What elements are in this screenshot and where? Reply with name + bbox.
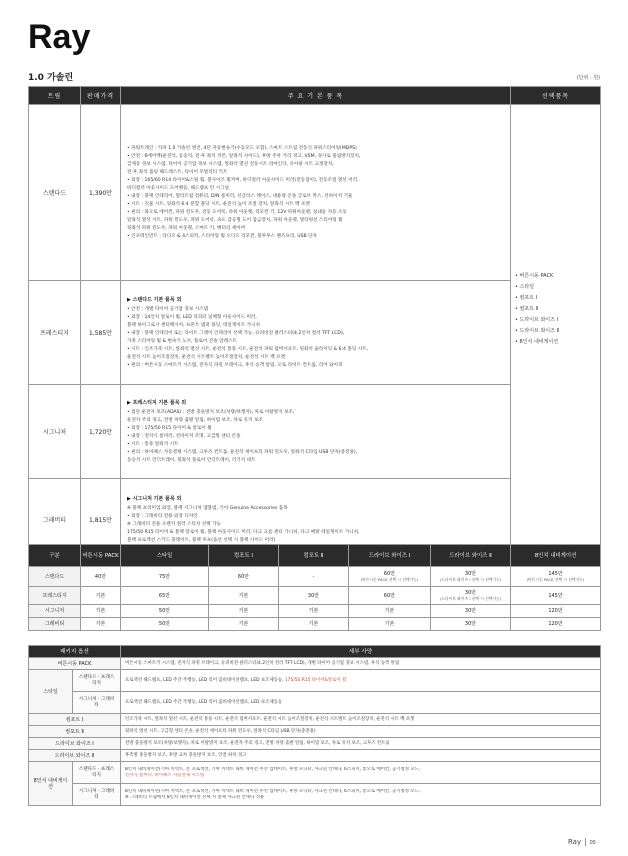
spec-heading: ▶ 프레스티지 기본 품목 외	[127, 399, 187, 406]
cell-price: 기본	[81, 605, 121, 618]
spec-line: • 안전 : 6에어백(운전석, 동승석, 전·후 좌석 커튼, 앞좌석 사이드), 후방 주차 거리 경고, VSM, 경사로 밀림방지장치,	[127, 153, 361, 159]
cell-price: 120만	[511, 605, 601, 618]
table-row	[29, 762, 601, 784]
cell-price	[431, 567, 511, 587]
header-category: 구분	[29, 545, 81, 567]
trim-spec	[121, 105, 511, 281]
cell-price: 기본	[209, 587, 279, 605]
cell-value: 60만	[383, 570, 396, 577]
cell-price: 기본	[349, 618, 431, 631]
trim-table	[28, 86, 601, 561]
package-name: 버튼시동 PACK	[29, 658, 121, 670]
spec-line: ※ 블랙 프리미엄 외장, 블랙 시그니처 엠블럼, 기아 Genuine Accessories 품목	[127, 505, 288, 511]
cell-trim: 시그니처	[29, 605, 81, 618]
desc-highlight: 175/50 R15 타이어&알로이 휠	[284, 677, 347, 683]
cell-price: 50만	[121, 618, 209, 631]
cell-note: (드라이브 와이즈 Ⅰ 선택 시 선택가능)	[439, 576, 502, 582]
package-desc: 프로젝션 헤드램프, LED 주간 주행등, LED 리어 콤비네이션램프, LED 보조제동등	[121, 692, 601, 714]
package-name: 드라이브 와이즈 Ⅰ	[29, 738, 121, 750]
header-options: 선택품목	[511, 87, 601, 105]
cell-price: 30만	[279, 587, 349, 605]
footer-divider	[585, 838, 586, 846]
spec-line: 블랙 프로젝션 스키드 플레이트, 블랙 루프(옵션 선택 시 블랙 사이드 미러)	[127, 537, 276, 543]
engine-subtitle: 1.0 가솔린	[28, 73, 74, 83]
cell-price: 120만	[511, 618, 601, 631]
cell-price: 30만	[431, 618, 511, 631]
table-row	[29, 605, 601, 618]
option-item: • 드라이브 와이즈 Ⅰ	[515, 317, 559, 323]
table-row	[29, 670, 601, 692]
spec-line: 바디컬러 아웃사이드 도어핸들, 헤드램프 턴 시그널	[127, 185, 229, 191]
spec-line: • 인포테인먼트 : 라디오 & 4스피커, 스티어링 휠 오디오 리모컨, 블루투스 핸즈프리, USB 단자	[127, 233, 317, 239]
desc-text: 8인치 내비게이션(기아 커넥트, 폰 프로젝션, 기아 커넥트 내비 게이션 무선 업데이트, 후방 모니터, 샤크핀 안테나, 6스피커, 통오토 에어컨, 공기청정 모드,	[125, 788, 421, 794]
cell-note: (버튼시동 PACK 선택 시 선택가능)	[526, 576, 585, 582]
header-package-option: 패키지 옵션	[29, 646, 121, 658]
spec-line: • 안전 : 개별 타이어 공기압 경보 시스템	[127, 306, 209, 312]
table-row	[29, 784, 601, 806]
cell-price: 65만	[121, 587, 209, 605]
cell-note: (드라이브 와이즈 Ⅰ 선택 시 선택가능)	[439, 595, 502, 601]
package-desc: 뒷좌석 열선 시트, 고급형 센터 콘솔, 운전석 세이프티 파워 윈도우, 앞좌석 C타입 USB 단자(충전용)	[121, 726, 601, 738]
package-name: 8인치 내비게이션	[29, 762, 73, 806]
option-item: • 컴포트 Ⅰ	[515, 295, 538, 301]
option-detail-table	[28, 645, 601, 806]
cell-price: 기본	[279, 618, 349, 631]
spec-line: 가죽 스티어링 휠 & 변속기 노브, 플로어 콘솔 암레스트	[127, 338, 237, 344]
desc-text: 8인치 내비게이션(기아 커넥트, 폰 프로젝션, 기아 커넥트 내비 게이션 무선 업데이트, 후방 모니터, 샤크핀 안테나, 6스피커, 통오토 에어컨, 공기청정 모드,	[125, 766, 421, 772]
cell-price: 기본	[349, 605, 431, 618]
table-row	[29, 587, 601, 605]
table-row	[29, 567, 601, 587]
spec-line: • 외장 : 175/50 R15 타이어 & 알로이 휠	[127, 425, 212, 431]
option-item: • 드라이브 와이즈 Ⅱ	[515, 328, 559, 334]
package-sub: 시그니처 · 그래비티	[73, 784, 121, 806]
cell-price: -	[279, 567, 349, 587]
option-list-cell	[511, 105, 601, 561]
header-button-pack: 버튼시동 PACK	[81, 545, 121, 567]
page-title: Ray	[28, 18, 91, 56]
page-number: 05	[589, 840, 596, 846]
cell-price: 기본	[209, 605, 279, 618]
header-style: 스타일	[121, 545, 209, 567]
cell-trim: 프레스티지	[29, 587, 81, 605]
trim-name: 프레스티지	[29, 281, 81, 385]
spec-line: • 내장 : 블랙 인테리어 또는 라이트 그레이 인테리어 선택 가능, 슈퍼비전 클러스터(4.2인치 컬러 TFT LCD),	[127, 330, 345, 336]
package-desc	[121, 670, 601, 692]
spec-line: • 외장 : 165/60 R14 타이어&스틸 휠, 볼사이즈 휠커버, 바디컬러 아웃사이드 미러(전동접이), 전동조절 열선 미러,	[127, 177, 359, 183]
option-item: • 스타일	[515, 284, 535, 290]
spec-line: • 시트 : 인조가죽 시트, 앞좌석 열선 시트, 운전석 통풍 시트, 운전석 파워 럼버서포트, 뒷좌석 슬라이딩 & 6:4 폴딩 시트,	[127, 346, 369, 352]
table-row	[29, 738, 601, 750]
spec-line: 운전자 주의 경고, 전방 차량 출발 알림, 하이빔 보조, 차로 유지 보조	[127, 417, 263, 423]
spec-heading: ▶ 시그니처 기본 품목 외	[127, 495, 182, 502]
desc-note: ※ 그래비티 트림에서 8인치 내비게이션 선택 시 블랙 샤크핀 안테나 적용	[125, 794, 265, 800]
cell-price: 40만	[81, 567, 121, 587]
package-desc	[121, 762, 601, 784]
desc-highlight: 전자식 룸미러, 하이패스 자동결제 시스템	[125, 772, 205, 778]
spec-line: • 편의 : 버튼시동 스마트키 시스템, 전자식 파킹 브레이크, 후석 승객 알림, 오토 라이트 컨트롤, 리어 와이퍼	[127, 362, 343, 368]
cell-price: 60만	[209, 567, 279, 587]
package-desc: 전방 충돌방지 보조(차량/보행자), 차로 이탈방지 보조, 운전자 주의 경고, 전방 차량 출발 알림, 하이빔 보조, 차로 유지 보조, 크루즈 컨트롤	[121, 738, 601, 750]
table-row	[29, 105, 601, 281]
spec-line: 블랙 하이그로시 센터페시아, 프론트 범퍼 몰딩, 테일게이트 가니쉬	[127, 322, 260, 328]
cell-price	[349, 567, 431, 587]
trim-price: 1,815만	[81, 479, 121, 561]
header-details: 세부 사양	[121, 646, 601, 658]
spec-line: • 외장 : 그래비티 전용 외장 디자인	[127, 513, 198, 519]
cell-value: 30만	[464, 570, 477, 577]
spec-heading: ▶ 스탠다드 기본 품목 외	[127, 296, 182, 303]
package-sub: 스탠다드 · 프레스티지	[73, 670, 121, 692]
spec-line: • 첨단 운전자 보조(ADAS) : 전방 충돌방지 보조(차량/보행자), 차로 이탈방지 보조,	[127, 409, 295, 415]
cell-value: 30만	[464, 589, 477, 596]
package-desc	[121, 784, 601, 806]
table-row	[29, 618, 601, 631]
header-drive-wise-2: 드라이브 와이즈 Ⅱ	[431, 545, 511, 567]
header-trim: 트림	[29, 87, 81, 105]
option-list	[515, 271, 596, 348]
table-row	[29, 692, 601, 714]
package-name: 컴포트 Ⅰ	[29, 714, 121, 726]
cell-price: 75만	[121, 567, 209, 587]
table-row	[29, 750, 601, 762]
trim-name: 그래비티	[29, 479, 81, 561]
cell-price	[511, 567, 601, 587]
spec-line: 앞좌석 열선 시트, 파워 윈도우, 파워 도어록, 속도 감응형 도어 잠금장치, 파워 아웃렛, 멀티펑션 스티어링 휠	[127, 217, 343, 223]
spec-line: 전·후 좌석 롤링 헤드레스트, 타이어 모빌리티 키트	[127, 169, 228, 175]
cell-price: 기본	[81, 618, 121, 631]
cell-price: 기본	[81, 587, 121, 605]
cell-value: 145만	[548, 570, 563, 577]
trim-name: 시그니처	[29, 385, 81, 479]
cell-price: 145만	[511, 587, 601, 605]
package-desc: 인조가죽 시트, 앞좌석 열선 시트, 운전석 통풍 시트, 운전석 럼버서포트, 운전석 시트 높이조절장치, 운전석 시트벨트 높이조절장치, 운전석 시트 백 포켓	[121, 714, 601, 726]
option-item: • 8인치 내비게이션	[515, 339, 559, 345]
trim-price: 1,585만	[81, 281, 121, 385]
spec-line: • 내장 : 전자식 룸미러, 선바이저 조명, 고급형 센터 콘솔	[127, 433, 241, 439]
header-price: 판매가격	[81, 87, 121, 105]
option-item: • 컴포트 Ⅱ	[515, 306, 539, 312]
footer-brand: Ray	[567, 838, 582, 846]
trim-name: 스탠다드	[29, 105, 81, 281]
spec-line: 뒷좌석 파워 윈도우, 파워 아웃렛, 스마트 키, 배터리 세이버	[127, 225, 246, 231]
cell-trim: 그래비티	[29, 618, 81, 631]
package-desc: 후측방 충돌방지 보조, 후방 교차 충돌방지 보조, 안전 하차 경고	[121, 750, 601, 762]
option-price-table	[28, 544, 601, 631]
spec-line: ※ 그래비티 전용 오렌지 컬러 스티치 선택 가능	[127, 521, 221, 527]
spec-line: • 편의 : 풀오토 에어컨, 파워 윈도우, 전동 도어록, 파워 아웃렛, 리모컨 키, 12V 파워아웃렛, 실내등 자동 소등	[127, 209, 347, 215]
option-item: • 버튼시동 PACK	[515, 273, 554, 279]
package-desc: 버튼시동 스마트키 시스템, 전자식 파킹 브레이크, 슈퍼비전 클러스터(4.2인치 컬러 TFT LCD), 개별 타이어 공기압 경보 시스템, 후석 승객 알림	[121, 658, 601, 670]
table-row	[29, 726, 601, 738]
header-comfort-2: 컴포트 Ⅱ	[279, 545, 349, 567]
cell-price: 30만	[431, 605, 511, 618]
spec-line: • 외장 : 14인치 알로이 휠, LED 리피터 일체형 아웃사이드 미러,	[127, 314, 257, 320]
trim-price: 1,390만	[81, 105, 121, 281]
cell-price: 60만	[349, 587, 431, 605]
trim-price: 1,720만	[81, 385, 121, 479]
cell-note: (버튼시동 PACK 선택 시 선택가능)	[360, 576, 419, 582]
header-comfort-1: 컴포트 Ⅰ	[209, 545, 279, 567]
spec-line: • 시트 : 통풍 앞좌석 시트	[127, 441, 179, 447]
package-sub: 시그니처 · 그래비티	[73, 692, 121, 714]
package-name: 드라이브 와이즈 Ⅱ	[29, 750, 121, 762]
header-main-items: 주 요 기 본 품 목	[121, 87, 511, 105]
package-name: 컴포트 Ⅱ	[29, 726, 121, 738]
trim-spec	[121, 281, 511, 385]
spec-line: 급제동 경보 시스템, 타이어 공기압 경보 시스템, 앞좌석 열선 전동시트 리마인더, 유아용 시트 고정장치,	[127, 161, 334, 167]
desc-text: 프로젝션 헤드램프, LED 주간 주행등, LED 리어 콤비네이션램프, LED 보조제동등,	[125, 677, 285, 683]
cell-price	[431, 587, 511, 605]
unit-note: (단위 : 원)	[576, 75, 600, 81]
spec-line: 175/50 R15 타이어 & 블랙 알로이 휠, 블랙 아웃사이드 미러, 다크 크롬 센터 가니쉬, 다크 메탈 테일게이트 가니쉬,	[127, 529, 360, 535]
cell-price: 기본	[209, 618, 279, 631]
cell-price: 50만	[121, 605, 209, 618]
spec-line: • 편의 : 하이패스 자동결제 시스템, 크루즈 컨트롤, 운전석 세이프티 파워 윈도우, 앞좌석 C타입 USB 단자(충전용),	[127, 449, 358, 455]
spec-line: • 내장 : 블랙 인테리어, 멀티트립 컴퓨터, D/N 룸미러, 선글라스 케이스, 대용량 콘솔 글로브 박스, 선바이저 거울	[127, 193, 353, 199]
table-row	[29, 658, 601, 670]
page-footer	[568, 838, 596, 846]
package-sub: 스탠다드 · 프레스티지	[73, 762, 121, 784]
header-drive-wise-1: 드라이브 와이즈 Ⅰ	[349, 545, 431, 567]
spec-line: 동승석 시트 언더트레이, 뒷좌석 플로어 언더트레이, 러기지 네트	[127, 457, 256, 463]
spec-line: • 시트 : 직물 시트, 뒷좌석 6:4 분할 폴딩 시트, 운전석 높이 조절 장치, 앞좌석 시트 백 포켓	[127, 201, 310, 207]
table-row	[29, 714, 601, 726]
cell-trim: 스탠다드	[29, 567, 81, 587]
cell-price: 기본	[279, 605, 349, 618]
trim-spec	[121, 385, 511, 479]
spec-line: • 파워트레인 : 카파 1.0 가솔린 엔진, 4단 자동변속기(수동모드 포함), 스마트 스트림 전동식 파워스티어링(MDPS)	[127, 145, 357, 151]
spec-line: 운전석 시트 높이조절장치, 운전석 시트벨트 높이조절장치, 운전석 시트 백 포켓	[127, 354, 286, 360]
package-name: 스타일	[29, 670, 73, 714]
header-navigation: 8인치 내비게이션	[511, 545, 601, 567]
